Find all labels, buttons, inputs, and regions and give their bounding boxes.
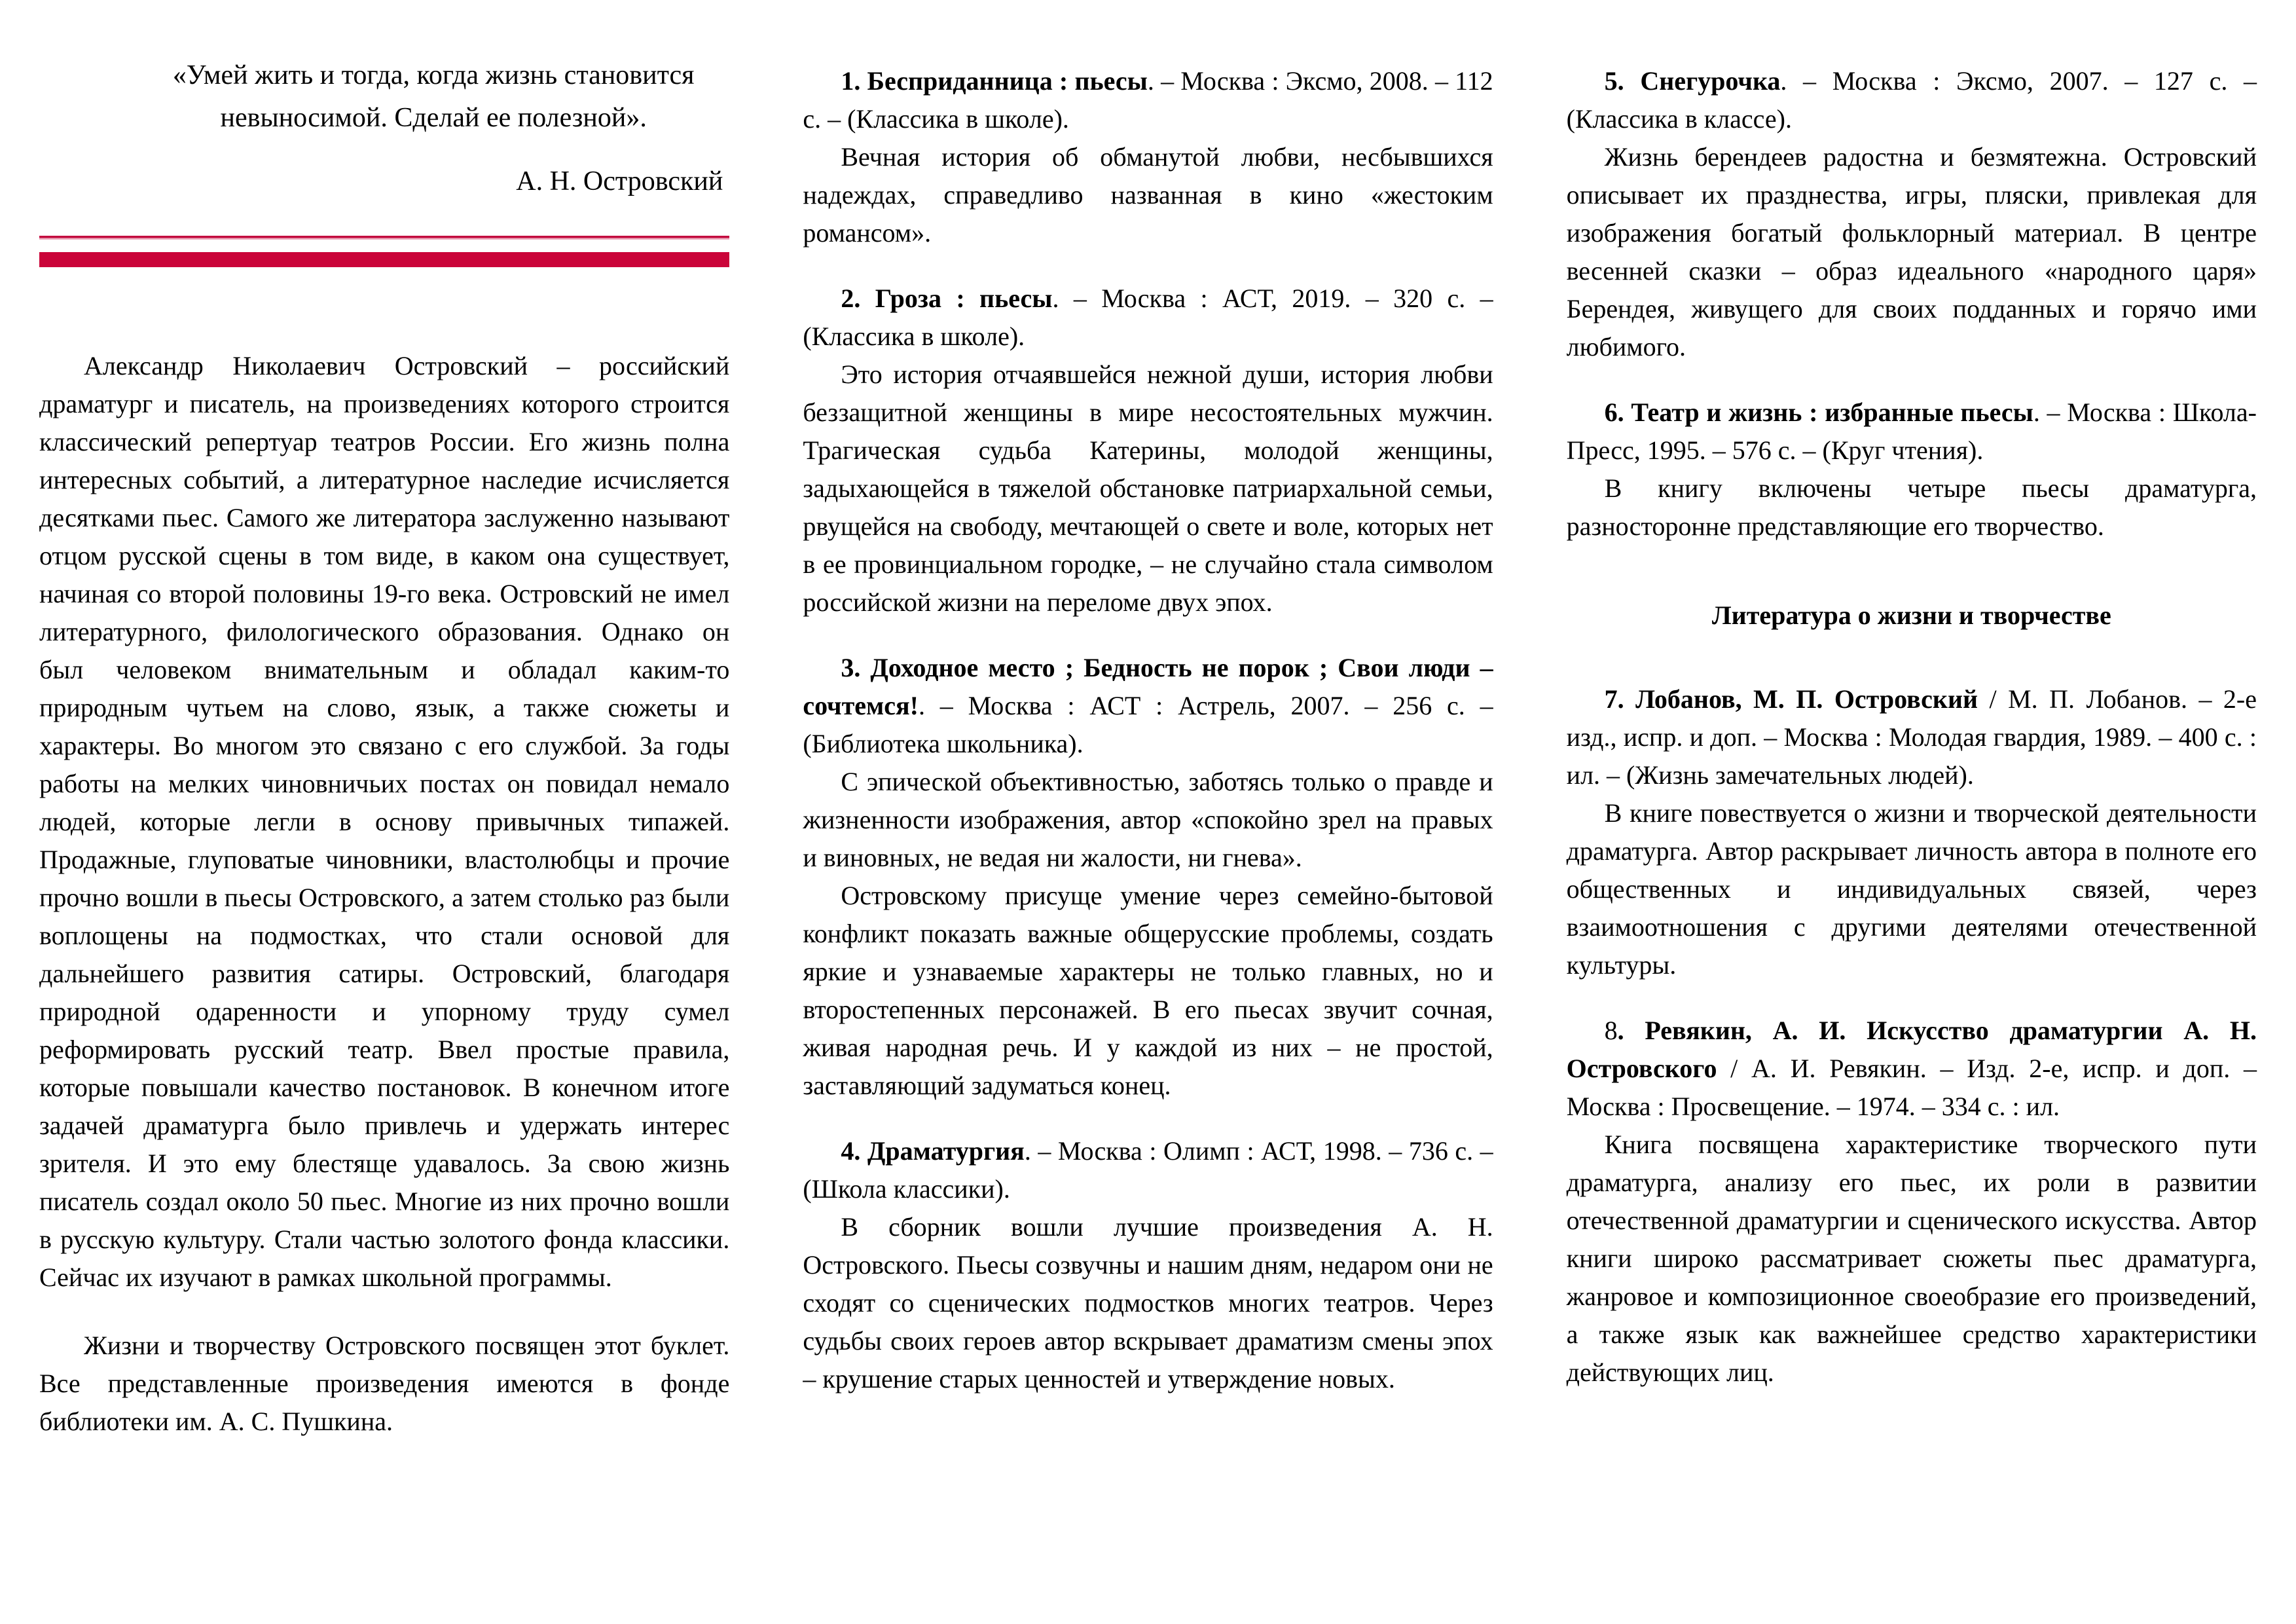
entry-annotation: С эпической объективностью, заботясь только о правде и жизненности изображения, автор «спокойно зрел на правых и виновных, не ведая ни жалости, ни гнева». — [803, 767, 1493, 872]
entry-title: 2. Гроза : пьесы — [841, 284, 1053, 313]
entry-annotation: Книга посвящена характеристике творческого пути драматурга, анализу его пьес, их роли в развитии отечественной драматургии и сценического искусства. Автор книги широко рассматривает сюжеты пьес драматурга, жанровое и композиционное своеобразие его произведений, а также язык как важнейшее средство характеристики действующих лиц. — [1566, 1130, 2257, 1387]
section-heading: Литература о жизни и творчестве — [1711, 600, 2111, 630]
epigraph-quote: «Умей жить и тогда, когда жизнь становится невыносимой. Сделай ее полезной». — [172, 60, 695, 134]
entry-annotation: В сборник вошли лучшие произведения А. Н. Островского. Пьесы созвучны и нашим дням, недаром они не сходят со сценических подмостков многих театров. Через судьбы своих героев автор вскрывает драматизм смены эпох – крушение старых ценностей и утверждение новых. — [803, 1212, 1493, 1393]
entry-number: 8 — [1604, 1016, 1618, 1045]
bibliography-entry — [803, 1132, 1493, 1398]
entry-annotation: Это история отчаявшейся нежной души, история любви беззащитной женщины в мире несостоятельных мужчин. Трагическая судьба Катерины, молодой женщины, задыхающейся в тяжелой обстановке патриархальной семьи, рвущейся на свободу, мечтающей о свете и воле, которых нет в ее провинциальном городке, – не случайно стала символом российской жизни на переломе двух эпох. — [803, 360, 1493, 617]
entry-imprint: / М. П. Лобанов. – 2-е изд., испр. и доп. – Москва : Молодая гвардия, 1989. – 400 с. : ил. – (Жизнь замечательных людей). — [1566, 684, 2257, 790]
entry-annotation: В книгу включены четыре пьесы драматурга, разносторонне представляющие его творчество. — [1566, 473, 2257, 541]
entry-imprint: / А. И. Ревякин. – Изд. 2-е, испр. и доп. – Москва : Просвещение. – 1974. – 334 с. : ил. — [1566, 1054, 2257, 1121]
entry-citation — [803, 62, 1493, 138]
entry-imprint: . – Москва : АСТ, 2019. – 320 с. – (Классика в школе). — [803, 284, 1493, 351]
column-intro — [39, 36, 729, 1598]
entry-title: 1. Бесприданница : пьесы — [841, 66, 1148, 96]
entry-title: 3. Доходное место ; Бедность не порок ; Свои люди – сочтемся! — [803, 653, 1493, 720]
entry-annotation: Вечная история об обманутой любви, несбывшихся надеждах, справедливо названная в кино «жестоким романсом». — [803, 142, 1493, 248]
intro-paragraph: Александр Николаевич Островский – российский драматург и писатель, на произведениях которого строится классический репертуар театров России. Его жизнь полна интересных событий, а литературное наследие исчисляется десятками пьес. Самого же литератора заслуженно называют отцом русской сцены в том виде, в каком она существует, начиная со второй половины 19-го века. Островский не имел литературного, филологического образования. Однако он был человеком внимательным и обладал каким-то природным чутьем на слово, язык, а также сюжеты и характеры. Во многом это связано с его службой. За годы работы на мелких чиновничьих постах он повидал немало людей, которые легли в основу привычных типажей. Продажные, глуповатые чиновники, властолюбцы и прочие прочно вошли в пьесы Островского, а затем столько раз были воплощены на подмостках, что стали основой для дальнейшего развития сатиры. Островский, благодаря природной одаренности и упорному труду сумел реформировать русский театр. Ввел простые правила, которые повышали качество постановок. В конечном итоге задачей драматурга было привлечь и удержать интерес зрителя. И это ему блестяще удавалось. За свою жизнь писатель создал около 50 пьес. Многие из них прочно вошли в русскую культуру. Стали частью золотого фонда классики. Сейчас их изучают в рамках школьной программы. — [39, 351, 730, 1293]
intro-paragraph: Жизни и творчеству Островского посвящен этот буклет. Все представленные произведения имеются в фонде библиотеки им. А. С. Пушкина. — [39, 1331, 730, 1437]
entry-citation — [803, 280, 1493, 356]
entry-imprint: . – Москва : Школа-Пресс, 1995. – 576 с. – (Круг чтения). — [1566, 397, 2257, 465]
bibliography-entry — [1567, 62, 2257, 366]
entry-citation — [1567, 394, 2257, 470]
divider-bar-thick — [39, 252, 729, 267]
bibliography-entry — [1567, 394, 2257, 545]
entry-title: 7. Лобанов, М. П. Островский — [1604, 684, 1978, 714]
bibliography-entry — [1567, 680, 2257, 984]
entry-citation — [1567, 1012, 2257, 1126]
entry-annotation: Островскому присуще умение через семейно-бытовой конфликт показать важные общерусские проблемы, создать яркие и узнаваемые характеры не только главных, но и второстепенных персонажей. В его пьесах звучит сочная, живая народная речь. И у каждой из них – не простой, заставляющий задуматься конец. — [803, 881, 1493, 1100]
entry-imprint: . – Москва : Эксмо, 2008. – 112 с. – (Классика в школе). — [803, 66, 1493, 134]
entry-title: 4. Драматургия — [841, 1136, 1025, 1166]
entry-citation — [1567, 680, 2257, 794]
entry-annotation: В книге повествуется о жизни и творческой деятельности драматурга. Автор раскрывает личность автора в полноте его общественных и индивидуальных связей, через взаимоотношения с другими деятелями отечественной культуры. — [1566, 798, 2257, 980]
entry-title: 6. Театр и жизнь : избранные пьесы — [1604, 397, 2033, 427]
entry-citation — [1567, 62, 2257, 138]
entry-citation — [803, 649, 1493, 763]
entry-title: . Ревякин, А. И. Искусство драматургии А. Н. Островского — [1566, 1016, 2257, 1083]
entry-imprint: . – Москва : Олимп : АСТ, 1998. – 736 с. – (Школа классики). — [803, 1136, 1493, 1204]
bibliography-entry — [803, 280, 1493, 621]
bibliography-entry — [803, 649, 1493, 1105]
entry-imprint: . – Москва : Эксмо, 2007. – 127 с. – (Классика в классе). — [1566, 66, 2257, 134]
entry-imprint: . – Москва : АСТ : Астрель, 2007. – 256 с. – (Библиотека школьника). — [803, 691, 1493, 758]
bibliography-entry — [803, 62, 1493, 252]
entry-title: 5. Снегурочка — [1604, 66, 1781, 96]
column-bibliography-2 — [1567, 36, 2257, 1598]
column-bibliography-1 — [803, 36, 1493, 1598]
epigraph-author: А. Н. Островский — [516, 166, 723, 197]
entry-annotation: Жизнь берендеев радостна и безмятежна. Островский описывает их празднества, игры, пляски, привлекая для изображения богатый фольклорный материал. В центре весенней сказки – образ идеального «народного царя» Берендея, живущего для своих подданных и горячо ими любимого. — [1566, 142, 2257, 361]
divider-bar-thin — [39, 236, 729, 240]
entry-citation — [803, 1132, 1493, 1208]
bibliography-entry — [1567, 1012, 2257, 1392]
